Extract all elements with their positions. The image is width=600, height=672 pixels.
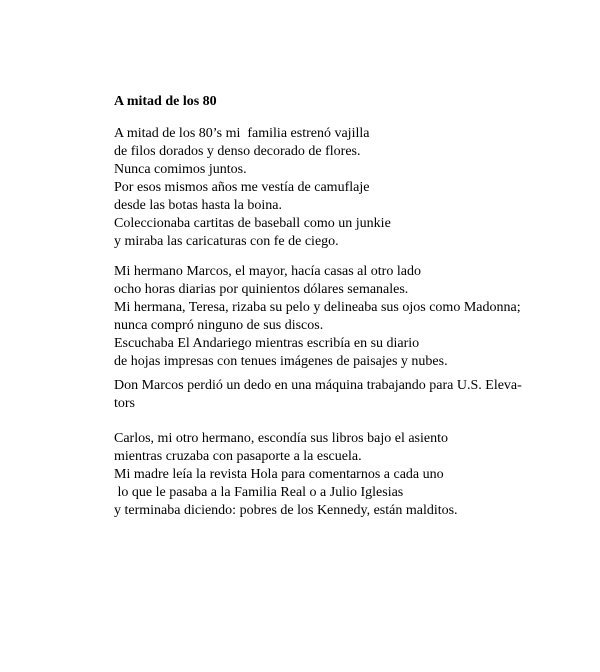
stanza-2 — [114, 263, 521, 371]
poem-line: tors — [114, 396, 135, 411]
poem-line: Por esos mismos años me vestía de camuflaje — [114, 180, 370, 195]
poem-line: de hojas impresas con tenues imágenes de paisajes y nubes. — [114, 354, 448, 369]
poem-line: ocho horas diarias por quinientos dólares semanales. — [114, 282, 409, 297]
poem-line: Nunca comimos juntos. — [114, 162, 247, 177]
poem-line: y terminaba diciendo: pobres de los Kennedy, están malditos. — [114, 503, 458, 518]
poem-line: Coleccionaba cartitas de baseball como un junkie — [114, 216, 391, 231]
poem-line: mientras cruzaba con pasaporte a la escuela. — [114, 449, 362, 464]
stanza-1 — [114, 125, 391, 251]
poem-line: y miraba las caricaturas con fe de ciego. — [114, 234, 339, 249]
poem-line: Mi hermano Marcos, el mayor, hacía casas al otro lado — [114, 264, 421, 279]
poem-line: Mi madre leía la revista Hola para comentarnos a cada uno — [114, 467, 444, 482]
poem-line: desde las botas hasta la boina. — [114, 198, 282, 213]
poem-line: de filos dorados y denso decorado de flores. — [114, 144, 361, 159]
stanza-3 — [114, 377, 522, 413]
poem-line: Mi hermana, Teresa, rizaba su pelo y delineaba sus ojos como Madonna; — [114, 300, 521, 315]
poem-line: nunca compró ninguno de sus discos. — [114, 318, 324, 333]
poem-line: Don Marcos perdió un dedo en una máquina trabajando para U.S. Eleva- — [114, 378, 522, 393]
stanza-4 — [114, 430, 458, 520]
poem-line: Carlos, mi otro hermano, escondía sus libros bajo el asiento — [114, 431, 448, 446]
poem-line: Escuchaba El Andariego mientras escribía en su diario — [114, 336, 420, 351]
poem-line: A mitad de los 80’s mi familia estrenó vajilla — [114, 126, 370, 141]
poem-line: lo que le pasaba a la Familia Real o a Julio Iglesias — [114, 485, 404, 500]
poem-title: A mitad de los 80 — [114, 94, 217, 109]
